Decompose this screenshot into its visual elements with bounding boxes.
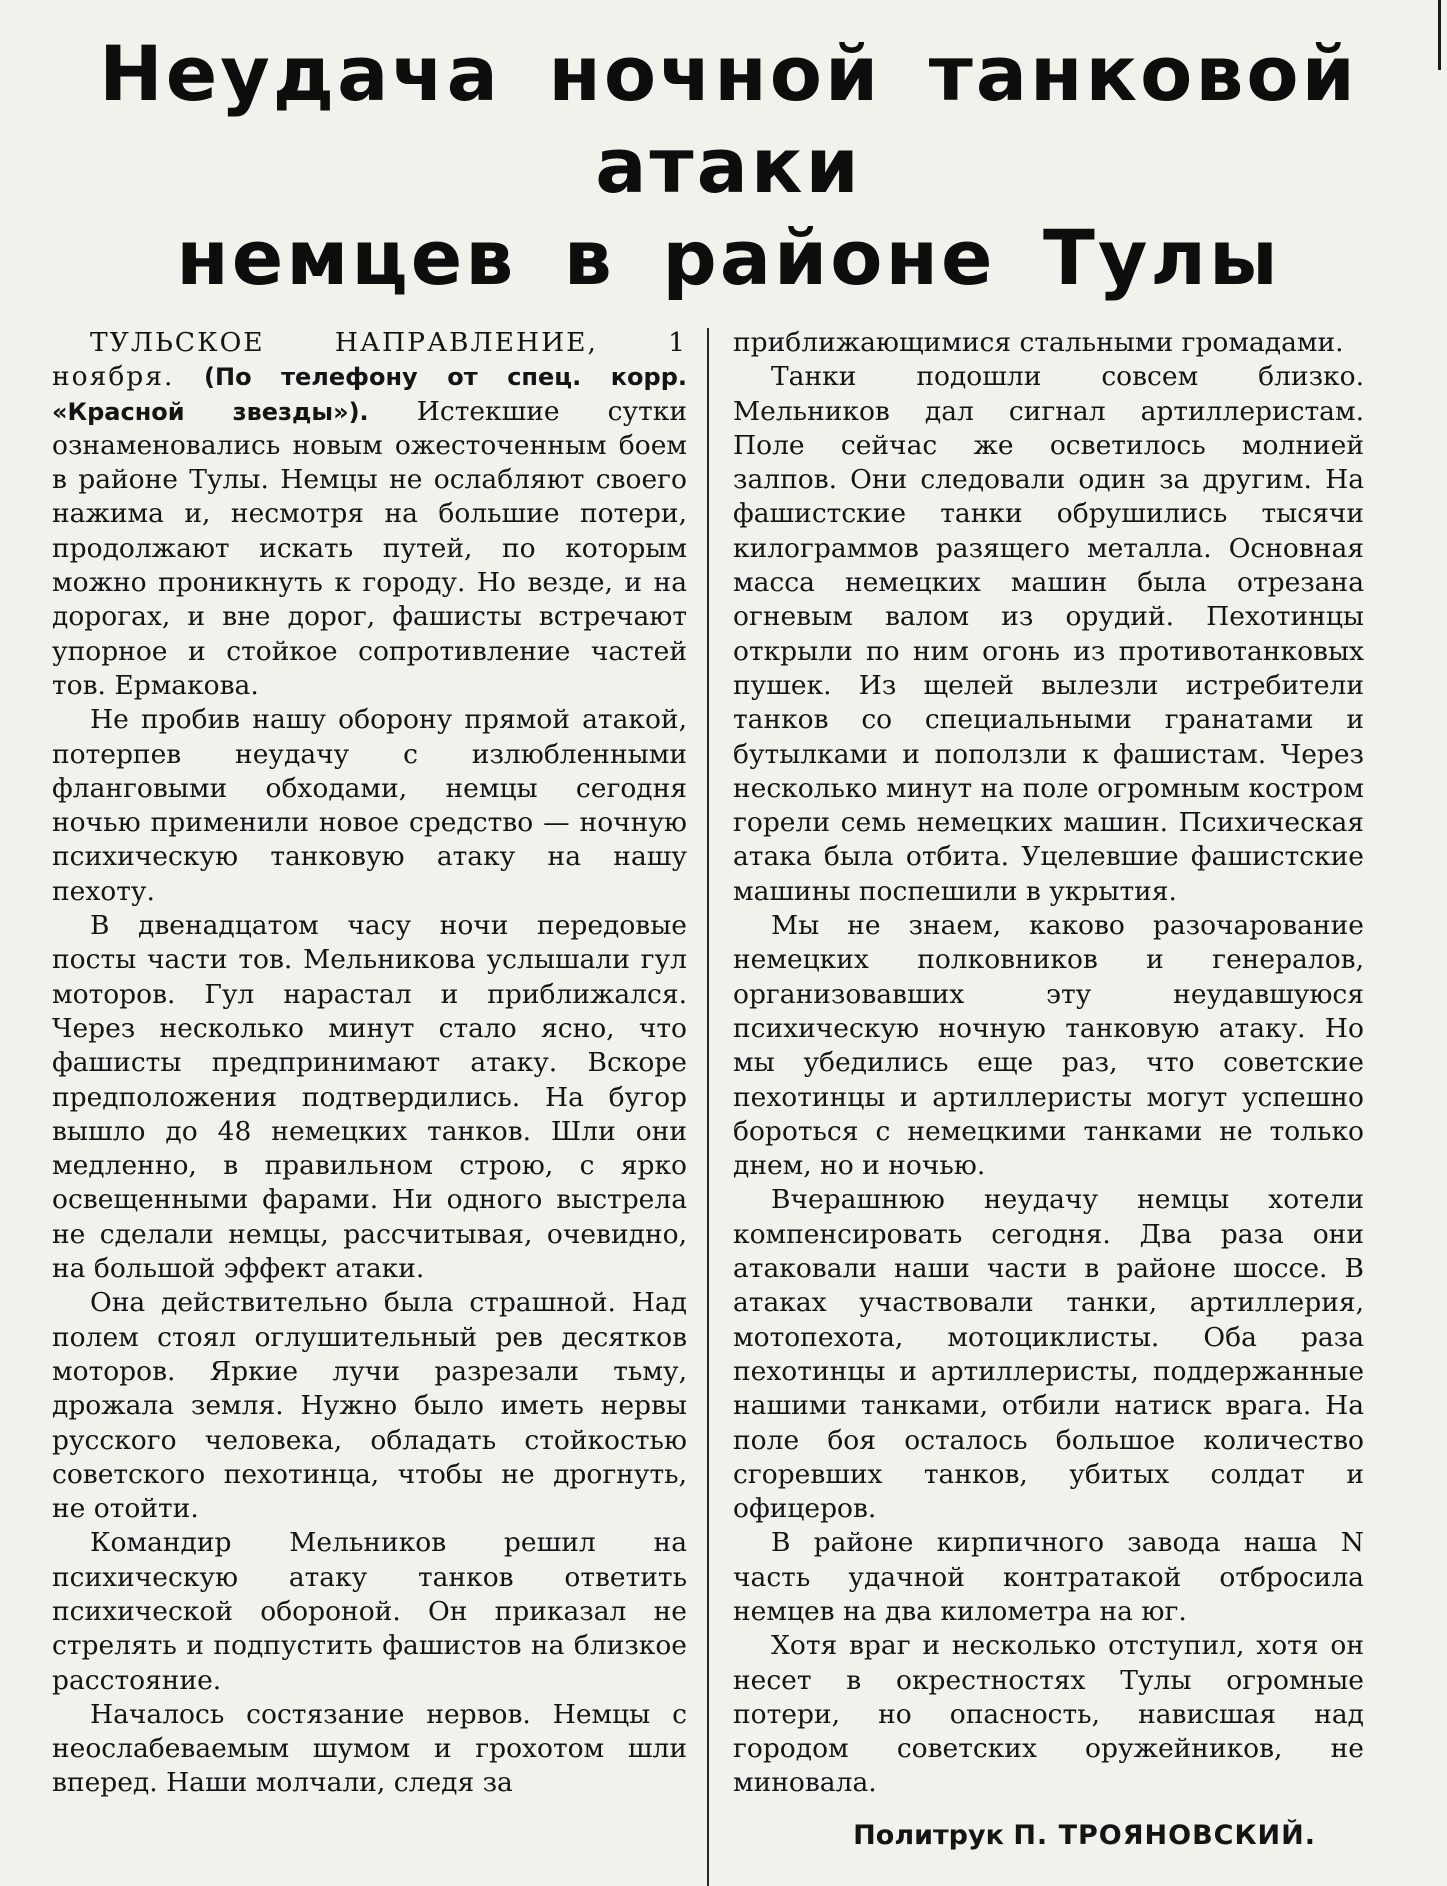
left-column (52, 326, 707, 1886)
headline-line-2: немцев в районе Тулы (176, 213, 1281, 302)
signature-title: Политрук (853, 1819, 1004, 1851)
paragraph-2: Не пробив нашу оборону прямой атакой, потерпев неудачу с излюбленными фланговыми обходами, немцы сегодня ночью применили новое средство — ночную психическую танковую атаку на нашу пехоту. (52, 704, 687, 907)
source-credit: (По телефону от спец. корр. «Красной звезды»). (52, 363, 687, 426)
paragraph-6-start: Началось состязание нервов. Немцы с неослабеваемым шумом и грохотом шли вперед. Наши молчали, следя за (52, 1698, 687, 1799)
paragraph-1 (52, 326, 687, 703)
dateline: ТУЛЬСКОЕ НАПРАВЛЕНИЕ, 1 ноября. (52, 327, 687, 393)
signature-name: П. ТРОЯНОВСКИЙ. (1013, 1819, 1316, 1851)
paragraph-10: В районе кирпичного завода наша N часть удачной контратакой отбросила немцев на два километра на юг. (733, 1527, 1364, 1627)
article-columns (52, 326, 1405, 1886)
paragraph-5: Командир Мельников решил на психическую атаку танков ответить психической обороной. Он приказал не стрелять и подпустить фашистов на близкое расстояние. (52, 1527, 687, 1696)
edge-rule (1438, 0, 1441, 70)
right-column (709, 326, 1364, 1886)
headline-line-1: Неудача ночной танковой атаки (99, 29, 1358, 210)
paragraph-8: Мы не знаем, каково разочарование немецких полковников и генералов, организовавших эту неудавшуюся психическую ночную танковую атаку. Но мы убедились еще раз, что советские пехотинцы и артиллеристы могут успешно бороться с немецкими танками не только днем, но и ночью. (733, 910, 1364, 1182)
paragraph-4: Она действительно была страшной. Над полем стоял оглушительный рев десятков моторов. Яркие лучи разрезали тьму, дрожала земля. Нужно было иметь нервы русского человека, обладать стойкостью советского пехотинца, чтобы не дрогнуть, не отойти. (52, 1287, 687, 1525)
paragraph-7: Танки подошли совсем близко. Мельников дал сигнал артиллеристам. Поле сейчас же осветилось молнией залпов. Они следовали один за другим. На фашистские танки обрушились тысячи килограммов разящего металла. Основная масса немецких машин была отрезана огневым валом из орудий. Пехотинцы открыли по ним огонь из противотанковых пушек. Из щелей вылезли истребители танков со специальными гранатами и бутылками и поползли к фашистам. Через несколько минут на поле огромным костром горели семь немецких машин. Психическая атака была отбита. Уцелевшие фашистские машины поспешили в укрытия. (733, 361, 1364, 907)
paragraph-3: В двенадцатом часу ночи передовые посты части тов. Мельникова услышали гул моторов. Гул нарастал и приближался. Через несколько минут стало ясно, что фашисты предпринимают атаку. Вскоре предположения подтвердились. На бугор вышло до 48 немецких танков. Шли они медленно, в правильном строю, с ярко освещенными фарами. Ни одного выстрела не сделали немцы, рассчитывая, очевидно, на большой эффект атаки. (52, 910, 687, 1285)
paragraph-11: Хотя враг и несколько отступил, хотя он несет в окрестностях Тулы огромные потери, но опасность, нависшая над городом советских оружейников, не миновала. (733, 1630, 1364, 1799)
paragraph-6-end: приближающимися стальными громадами. (733, 327, 1344, 358)
paragraph-1-text: Истекшие сутки ознаменовались новым ожесточенным боем в районе Тулы. Немцы не ослабляют своего нажима и, несмотря на большие потери, продолжают искать путей, по которым можно проникнуть к городу. Но везде, и на дорогах, и вне дорог, фашисты встречают упорное и стойкое сопротивление частей тов. Ермакова. (52, 395, 687, 701)
headline (52, 28, 1405, 304)
author-signature (733, 1819, 1364, 1853)
paragraph-9: Вчерашнюю неудачу немцы хотели компенсировать сегодня. Два раза они атаковали наши части в районе шоссе. В атаках участвовали танки, артиллерия, мотопехота, мотоциклисты. Оба раза пехотинцы и артиллеристы, поддержанные нашими танками, отбили натиск врага. На поле боя осталось большое количество сгоревших танков, убитых солдат и офицеров. (733, 1184, 1364, 1525)
